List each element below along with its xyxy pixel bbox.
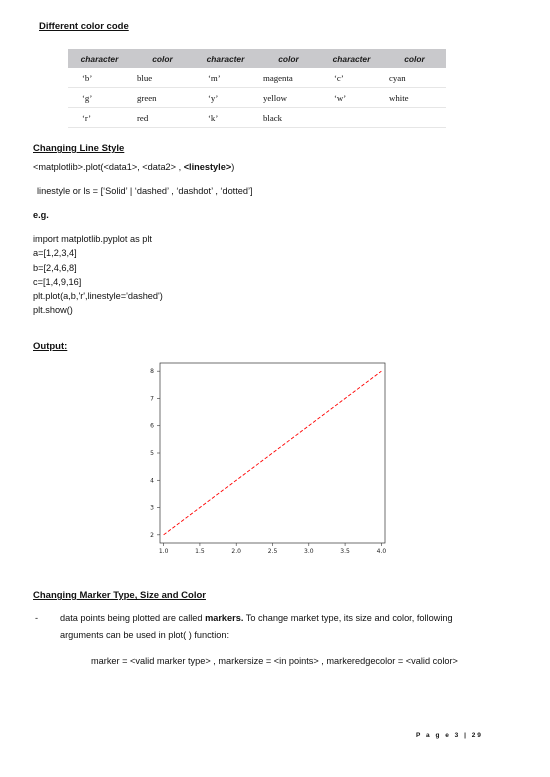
code-block [33, 234, 163, 320]
color-cell: cyan [383, 68, 446, 88]
marker-paragraph-line2: arguments can be used in plot( ) function: [60, 630, 230, 640]
series-line [164, 371, 382, 535]
x-tick-label: 1.5 [195, 548, 205, 555]
character-cell: ‘k’ [194, 108, 257, 128]
x-tick-label: 3.5 [340, 548, 350, 555]
code-line: plt.plot(a,b,'r',linestyle='dashed') [33, 291, 163, 302]
x-tick-label: 2.5 [267, 548, 278, 555]
table-row [68, 88, 446, 108]
y-tick-label: 5 [150, 450, 154, 457]
color-code-heading: Different color code [39, 21, 129, 32]
character-cell: ‘r’ [68, 108, 131, 128]
character-cell: ‘m’ [194, 68, 257, 88]
table-header-cell: color [131, 49, 194, 68]
y-tick-label: 7 [150, 395, 154, 403]
character-cell: ‘y’ [194, 88, 257, 108]
color-code-table [68, 49, 446, 128]
table-header-cell: color [383, 49, 446, 68]
y-tick-label: 6 [150, 422, 154, 430]
para-bold-markers: markers. [205, 613, 244, 623]
color-cell: magenta [257, 68, 320, 88]
syntax-linestyle: <linestyle> [183, 162, 232, 172]
character-cell: ‘g’ [68, 88, 131, 108]
character-cell: ‘c’ [320, 68, 383, 88]
character-cell: ‘w’ [320, 88, 383, 108]
x-tick-label: 4.0 [376, 548, 387, 555]
color-cell [383, 108, 446, 128]
color-cell: yellow [257, 88, 320, 108]
table-row [68, 108, 446, 128]
x-tick-label: 2.0 [231, 548, 241, 555]
code-line: import matplotlib.pyplot as plt [33, 234, 152, 244]
y-tick-label: 3 [150, 504, 154, 512]
table-row [68, 68, 446, 88]
plot-frame [160, 363, 385, 543]
table-header-cell: character [320, 49, 383, 68]
marker-paragraph-line1 [60, 613, 453, 623]
example-label: e.g. [33, 210, 49, 220]
code-line: plt.show() [33, 305, 73, 316]
series-layer [164, 371, 382, 535]
code-line: a=[1,2,3,4] [33, 248, 77, 259]
x-tick-label: 1.0 [158, 548, 169, 555]
color-cell: red [131, 108, 194, 128]
color-cell: white [383, 88, 446, 108]
table-header-cell: character [194, 49, 257, 68]
syntax-prefix: <matplotlib>.plot(<data1>, <data2> , [33, 162, 184, 172]
plot-syntax-line [33, 162, 234, 172]
output-line-chart [125, 358, 395, 558]
x-tick-label: 3.0 [304, 548, 314, 555]
color-cell: blue [131, 68, 194, 88]
para-text: To change market type, its size and color, following [243, 613, 453, 623]
para-text: data points being plotted are called [60, 613, 206, 623]
line-style-heading: Changing Line Style [33, 143, 125, 154]
code-line: b=[2,4,6,8] [33, 262, 77, 273]
linestyle-values: linestyle or ls = [‘Solid’ | ‘dashed’ , ‘dashdot’ , ‘dotted’] [37, 186, 253, 196]
page-number: P a g e 3 | 29 [416, 732, 483, 739]
table-header-cell: color [257, 49, 320, 68]
bullet-dash: - [35, 613, 39, 623]
y-tick-label: 8 [150, 368, 154, 376]
code-line: c=[1,4,9,16] [33, 276, 82, 287]
y-tick-label: 2 [150, 531, 154, 539]
syntax-suffix: ) [231, 162, 235, 172]
y-tick-label: 4 [150, 477, 154, 485]
axis-ticks [150, 368, 386, 555]
color-cell: black [257, 108, 320, 128]
table-header-row [68, 49, 446, 68]
color-cell: green [131, 88, 194, 108]
character-cell [320, 108, 383, 128]
table-header-cell: character [68, 49, 131, 68]
character-cell: ‘b’ [68, 68, 131, 88]
output-heading: Output: [33, 341, 68, 352]
marker-heading: Changing Marker Type, Size and Color [33, 590, 206, 601]
marker-syntax-line: marker = <valid marker type> , markersize = <in points> , markeredgecolor = <valid color> [91, 656, 458, 666]
